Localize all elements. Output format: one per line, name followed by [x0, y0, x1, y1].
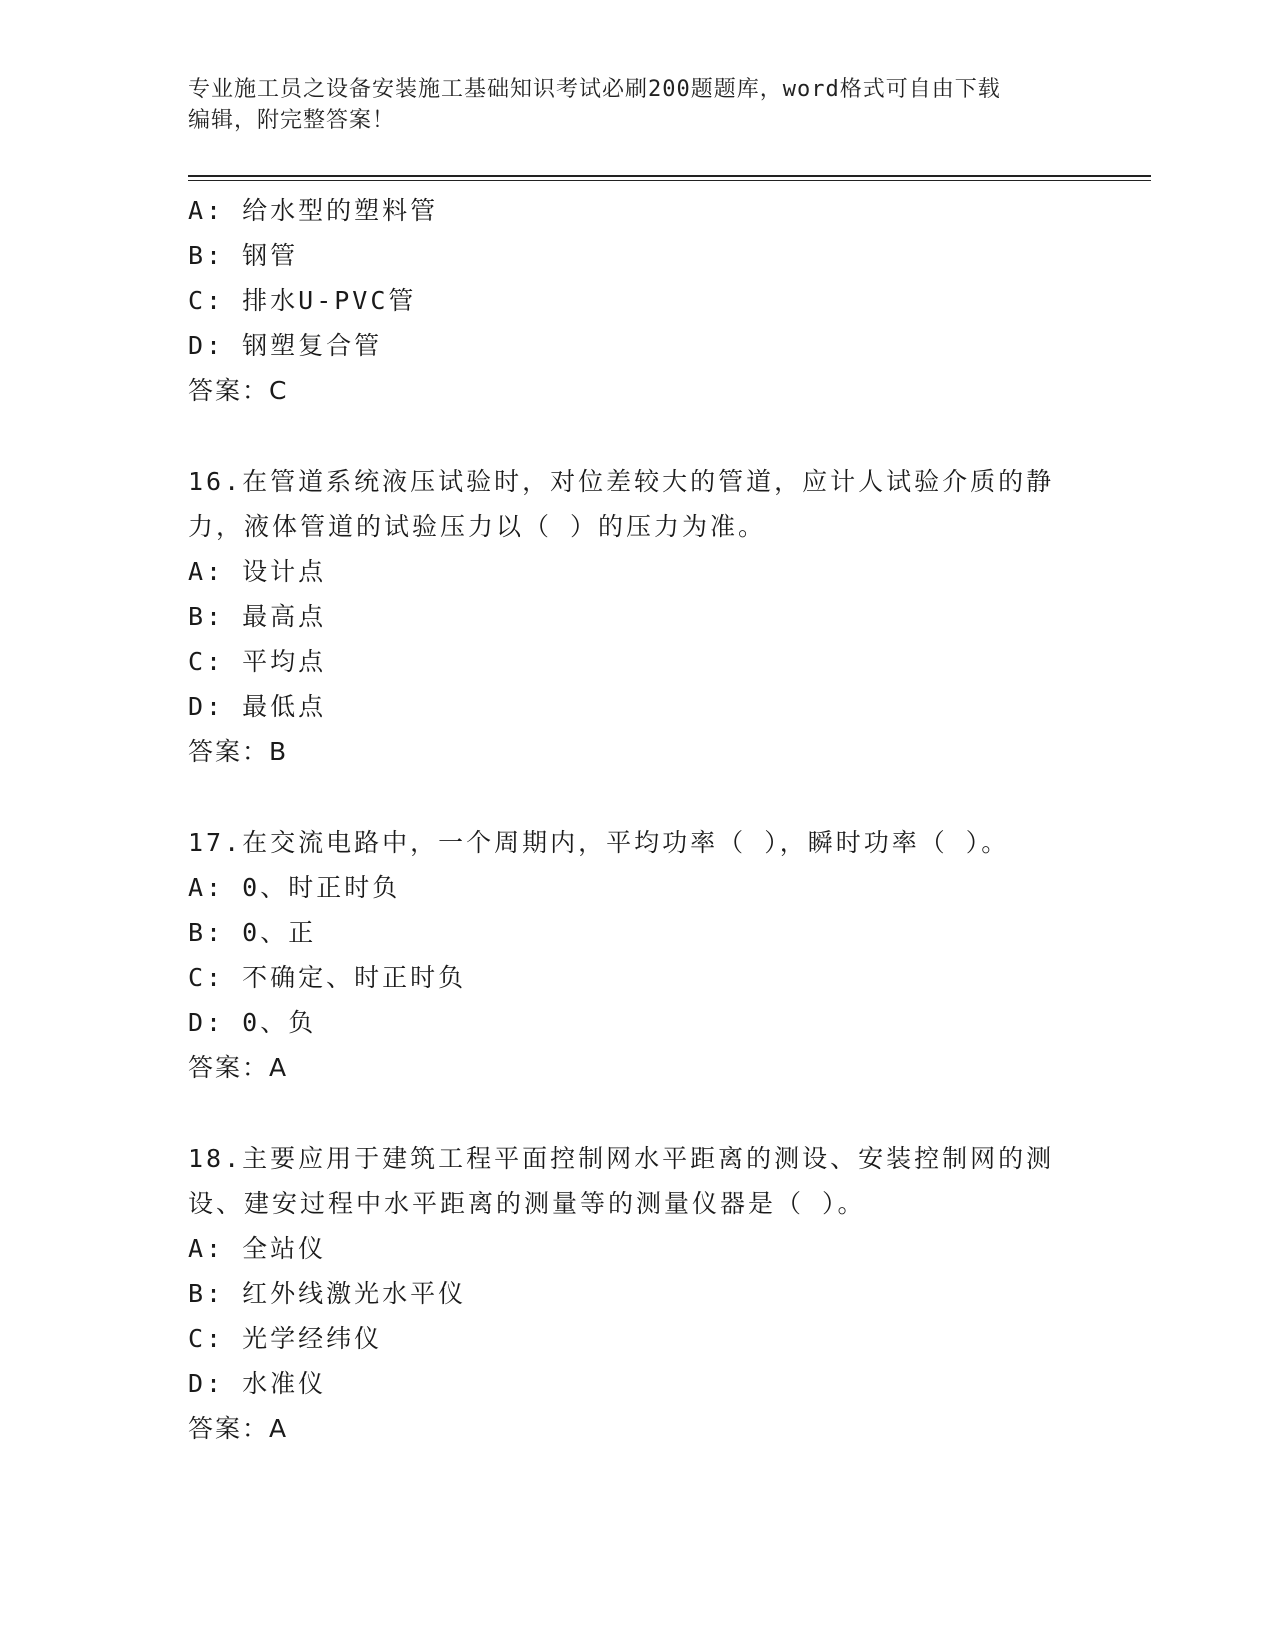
question-text [188, 459, 1088, 549]
option-c: C: 排水U-PVC管 [188, 286, 417, 315]
option-d: D: 最低点 [188, 692, 327, 721]
header-divider-thin [188, 180, 1151, 181]
question-block-17 [188, 820, 1088, 1090]
question-text-line-1: 18.主要应用于建筑工程平面控制网水平距离的测设、安装控制网的测 [188, 1144, 1055, 1173]
option-c: C: 光学经纬仪 [188, 1324, 383, 1353]
document-header [188, 74, 1068, 136]
question-text-line-2: 力，液体管道的试验压力以（ ）的压力为准。 [188, 512, 767, 541]
question-text-line-2: 设、建安过程中水平距离的测量等的测量仪器是（ ）。 [188, 1189, 866, 1218]
option-c: C: 平均点 [188, 647, 327, 676]
answer-label: 答案：A [188, 1053, 289, 1082]
question-block-16 [188, 459, 1088, 774]
option-d: D: 水准仪 [188, 1369, 327, 1398]
question-list [188, 188, 1088, 1451]
option-b: B: 0、正 [188, 918, 317, 947]
option-b: B: 钢管 [188, 241, 299, 270]
header-line-1: 专业施工员之设备安装施工基础知识考试必刷200题题库，word格式可自由下载 [188, 77, 1001, 102]
question-text-line-1: 16.在管道系统液压试验时，对位差较大的管道，应计人试验介质的静 [188, 467, 1055, 496]
question-text [188, 820, 1088, 865]
question-block-15 [188, 188, 1088, 413]
header-divider-thick [188, 175, 1151, 177]
option-d: D: 钢塑复合管 [188, 331, 383, 360]
question-block-18 [188, 1136, 1088, 1451]
option-a: A: 0、时正时负 [188, 873, 401, 902]
option-a: A: 全站仪 [188, 1234, 327, 1263]
option-c: C: 不确定、时正时负 [188, 963, 467, 992]
option-a: A: 给水型的塑料管 [188, 196, 439, 225]
question-text-line-1: 17.在交流电路中，一个周期内，平均功率（ ），瞬时功率（ ）。 [188, 828, 1010, 857]
answer-label: 答案：A [188, 1414, 289, 1443]
option-a: A: 设计点 [188, 557, 327, 586]
answer-label: 答案：B [188, 737, 289, 766]
option-b: B: 红外线激光水平仪 [188, 1279, 467, 1308]
option-d: D: 0、负 [188, 1008, 317, 1037]
header-line-2: 编辑，附完整答案！ [188, 108, 396, 133]
question-text [188, 1136, 1088, 1226]
option-b: B: 最高点 [188, 602, 327, 631]
answer-label: 答案：C [188, 376, 289, 405]
